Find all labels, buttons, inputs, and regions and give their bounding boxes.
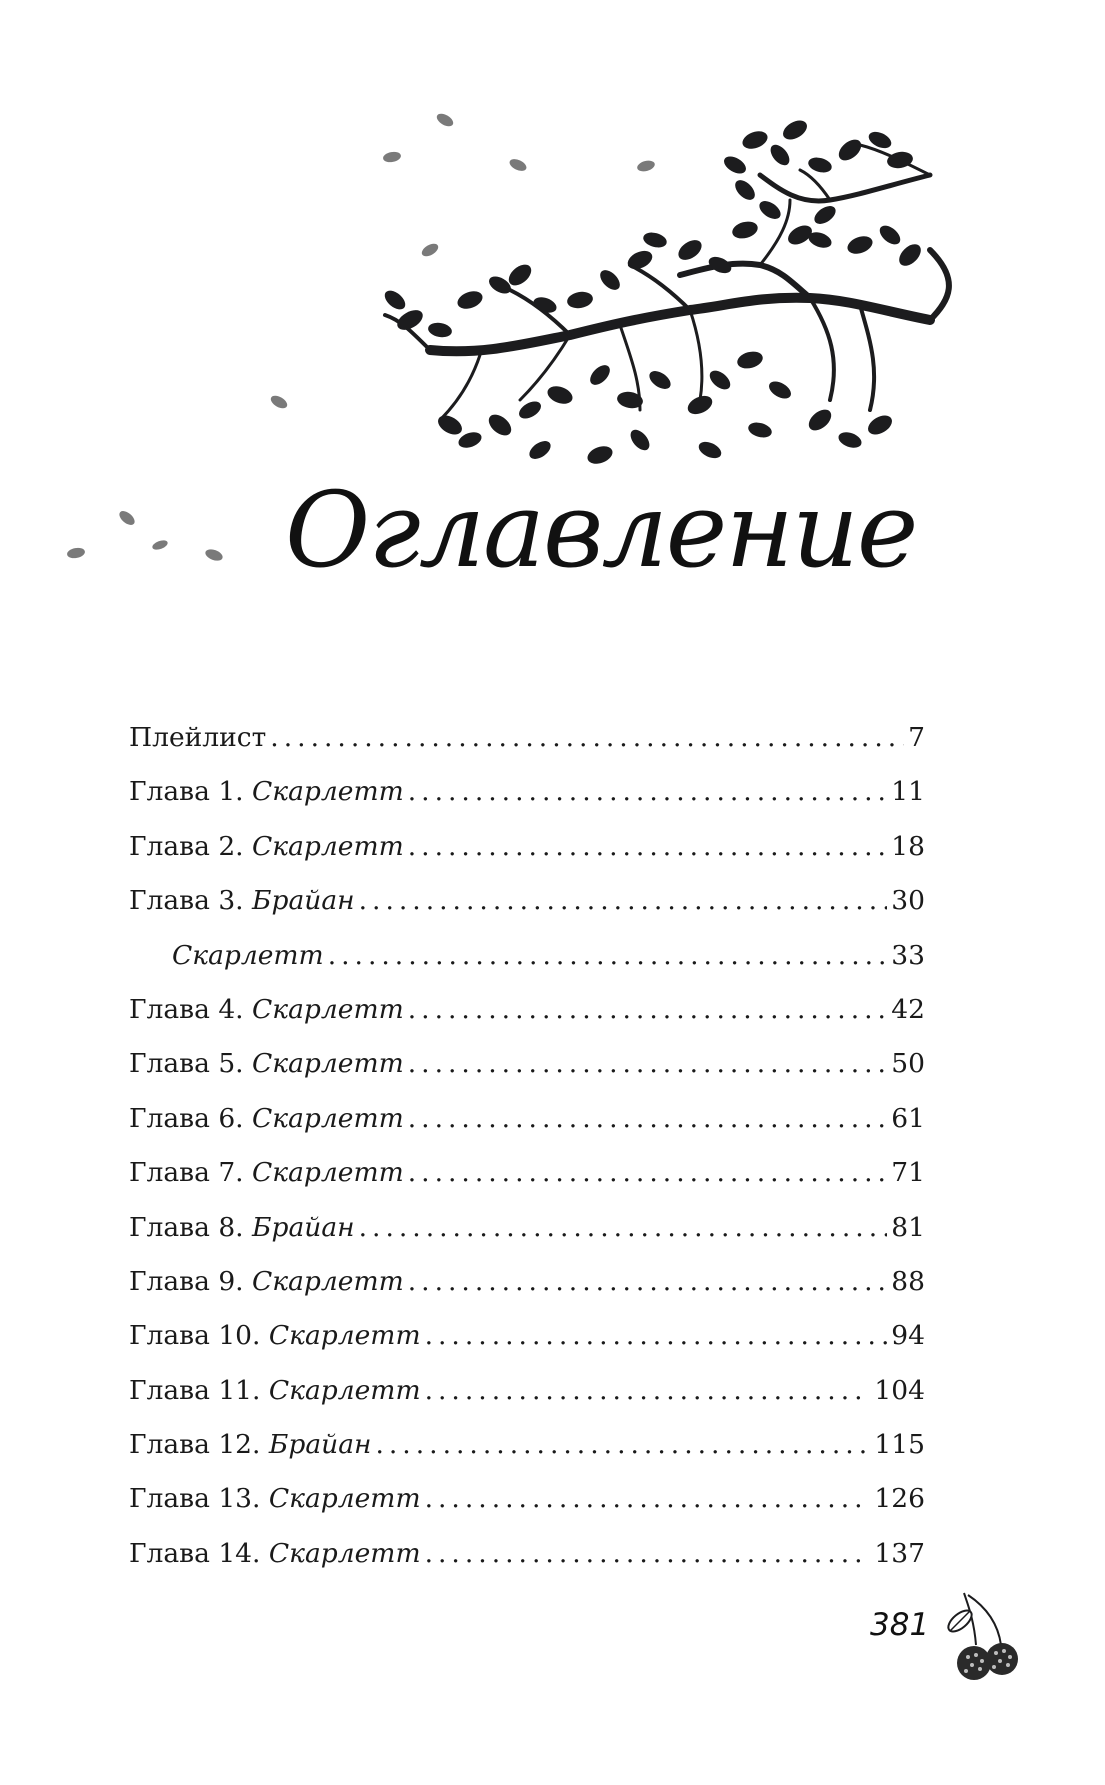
toc-name: Скарлетт — [252, 993, 404, 1025]
toc-row[interactable] — [129, 1364, 925, 1418]
toc-row[interactable] — [129, 1146, 925, 1200]
toc-row[interactable] — [129, 1309, 925, 1363]
toc-page: 126 — [874, 1483, 925, 1515]
toc-name: Скарлетт — [252, 1048, 404, 1080]
dot-leader — [375, 1418, 870, 1472]
toc-name: Скарлетт — [252, 830, 404, 862]
toc-label: Глава 2. — [129, 830, 253, 862]
toc-row[interactable] — [129, 874, 925, 928]
toc-label: Глава 11. — [129, 1374, 269, 1406]
page-number: 381 — [870, 1607, 930, 1643]
toc-name: Скарлетт — [268, 1320, 421, 1352]
dot-leader — [408, 1092, 888, 1146]
dot-leader — [425, 1527, 871, 1581]
toc-row[interactable] — [129, 765, 925, 819]
toc-page: 88 — [891, 1265, 925, 1297]
dot-leader — [408, 1255, 888, 1309]
page-title: Оглавление — [285, 469, 917, 591]
dot-leader — [425, 1309, 888, 1363]
dot-leader — [328, 929, 888, 983]
toc-row[interactable] — [129, 1092, 925, 1146]
toc-name: Скарлетт — [252, 1102, 404, 1134]
toc-row[interactable] — [129, 820, 925, 874]
dot-leader — [359, 1201, 888, 1255]
toc-name: Скарлетт — [268, 1537, 421, 1569]
toc-label: Глава 9. — [129, 1265, 253, 1297]
toc-row[interactable] — [129, 1201, 925, 1255]
toc-page: 71 — [891, 1157, 925, 1189]
toc-page: 30 — [891, 885, 925, 917]
toc-label: Глава 14. — [129, 1537, 269, 1569]
toc-name: Скарлетт — [172, 939, 324, 971]
toc-label: Глава 12. — [129, 1429, 269, 1461]
toc-page: 33 — [891, 939, 925, 971]
dot-leader — [408, 1037, 888, 1091]
toc-page: 18 — [891, 830, 925, 862]
toc-name: Брайан — [268, 1429, 372, 1461]
toc-page: 7 — [908, 722, 925, 753]
toc-label: Глава 3. — [129, 885, 253, 917]
toc-row[interactable] — [129, 929, 925, 983]
toc-label: Глава 8. — [129, 1211, 253, 1243]
toc-name: Скарлетт — [252, 1265, 404, 1297]
toc-page: 104 — [874, 1374, 925, 1406]
toc-name: Скарлетт — [268, 1483, 421, 1515]
toc-row[interactable] — [129, 1037, 925, 1091]
toc-page: 94 — [891, 1320, 925, 1352]
toc-name: Брайан — [252, 1211, 355, 1243]
toc-name: Скарлетт — [252, 1157, 404, 1189]
toc-page: 61 — [891, 1102, 925, 1134]
toc-page: 137 — [874, 1537, 925, 1569]
toc-label: Глава 6. — [129, 1102, 253, 1134]
toc-label: Глава 5. — [129, 1048, 253, 1080]
dot-leader — [408, 1146, 888, 1200]
toc-page: 42 — [891, 993, 925, 1025]
cherry-icon — [946, 1585, 1026, 1695]
toc-name: Скарлетт — [252, 776, 404, 808]
dot-leader — [408, 820, 888, 874]
toc-name: Брайан — [252, 885, 355, 917]
toc-row[interactable] — [129, 983, 925, 1037]
toc-name: Скарлетт — [268, 1374, 421, 1406]
toc-row[interactable] — [129, 1472, 925, 1526]
toc-page: 11 — [891, 776, 925, 808]
dot-leader — [359, 874, 888, 928]
table-of-contents — [129, 711, 925, 1581]
toc-row[interactable] — [129, 1527, 925, 1581]
toc-page: 81 — [891, 1211, 925, 1243]
toc-page: 115 — [874, 1429, 925, 1461]
toc-label: Глава 10. — [129, 1320, 269, 1352]
toc-row[interactable] — [129, 1418, 925, 1472]
dot-leader — [408, 983, 888, 1037]
toc-label: Глава 7. — [129, 1157, 253, 1189]
toc-label: Глава 4. — [129, 993, 253, 1025]
toc-label: Глава 1. — [129, 776, 253, 808]
toc-row[interactable] — [129, 711, 925, 765]
toc-page: 50 — [891, 1048, 925, 1080]
toc-label: Глава 13. — [129, 1483, 269, 1515]
dot-leader — [425, 1472, 871, 1526]
toc-label: Плейлист — [129, 722, 267, 753]
dot-leader — [408, 765, 888, 819]
dot-leader — [270, 711, 904, 765]
dot-leader — [425, 1364, 871, 1418]
toc-row[interactable] — [129, 1255, 925, 1309]
page-footer — [870, 1585, 1030, 1705]
